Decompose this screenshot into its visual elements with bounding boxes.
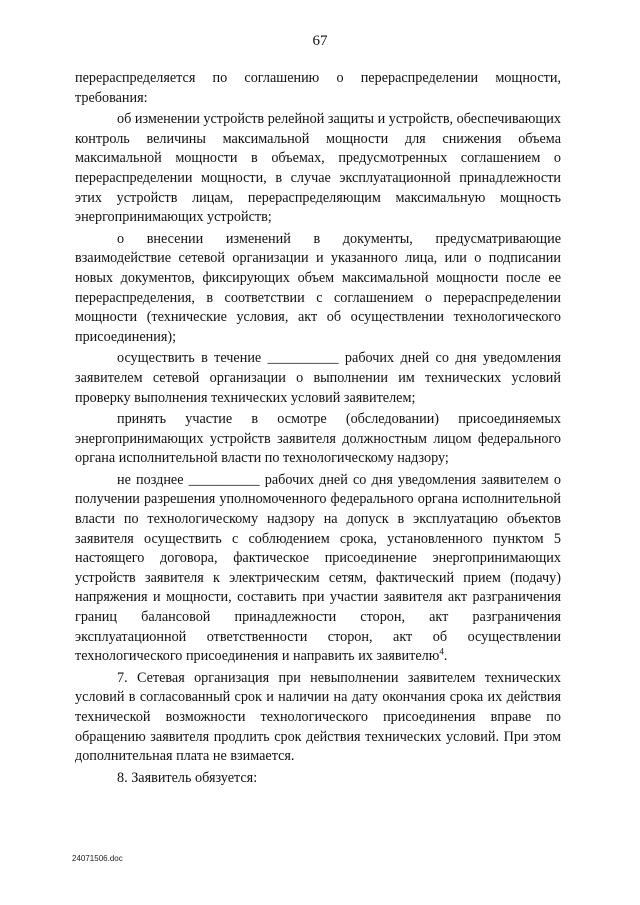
page-number: 67 (312, 33, 328, 49)
paragraph-item-7: 7. Сетевая организация при невыполнении заявителем технических условий в согласованный срок и наличии на дату окончания срока их действия технической возможности технологического присоединения вправе по обращению заявителя продлить срок действия технических условий. При этом дополнительная плата не взимается. (75, 669, 561, 765)
paragraph-connection-tail: . (443, 648, 448, 665)
document-body (75, 69, 561, 790)
paragraph-check-conditions: осуществить в течение __________ рабочих дней со дня уведомления заявителем сетевой организации о выполнении им технических условий проверку выполнения технических условий заявителем; (75, 350, 561, 406)
paragraph-item-8: 8. Заявитель обязуется: (117, 769, 258, 786)
footer-file-name: 24071506.doc (72, 854, 123, 863)
paragraph-relay-protection: об изменении устройств релейной защиты и устройств, обеспечивающих контроль величины максимальной мощности для снижения объема максимальной мощности в объемах, предусмотренных соглашением о перераспределении мощности, в случае эксплуатационной принадлежности этих устройств лицам, перераспределяющим максимальную мощность энергопринимающих устройств; (75, 111, 561, 226)
paragraph-requirements: перераспределяется по соглашению о перераспределении мощности, требования: (75, 70, 561, 106)
paragraph-inspection: принять участие в осмотре (обследовании) присоединяемых энергопринимающих устройств заявителя должностным лицом федерального органа исполнительной власти по технологическому надзору; (75, 411, 561, 467)
paragraph-connection (75, 471, 561, 667)
footnote-marker: 4 (439, 646, 444, 657)
paragraph-document-changes: о внесении изменений в документы, предусматривающие взаимодействие сетевой организации и указанного лица, или о подписании новых документов, фиксирующих объем максимальной мощности после ее перераспределения, в соответствии с соглашением о перераспределении мощности (технические условия, акт об осуществлении технологического присоединения); (75, 230, 561, 345)
paragraph-connection-text: не позднее __________ рабочих дней со дня уведомления заявителем о получении разрешения уполномоченного федерального органа исполнительной власти по технологическому надзору на допуск в эксплуатацию объектов заявителя осуществить с соблюдением срока, установленного пунктом 5 настоящего договора, фактическое присоединение энергопринимающих устройств заявителя к электрическим сетям, фактический прием (подачу) напряжения и мощности, составить при участии заявителя акт разграничения границ балансовой принадлежности сторон, акт разграничения эксплуатационной ответственности сторон, акт об осуществлении технологического присоединения и направить их заявителю (75, 471, 561, 665)
